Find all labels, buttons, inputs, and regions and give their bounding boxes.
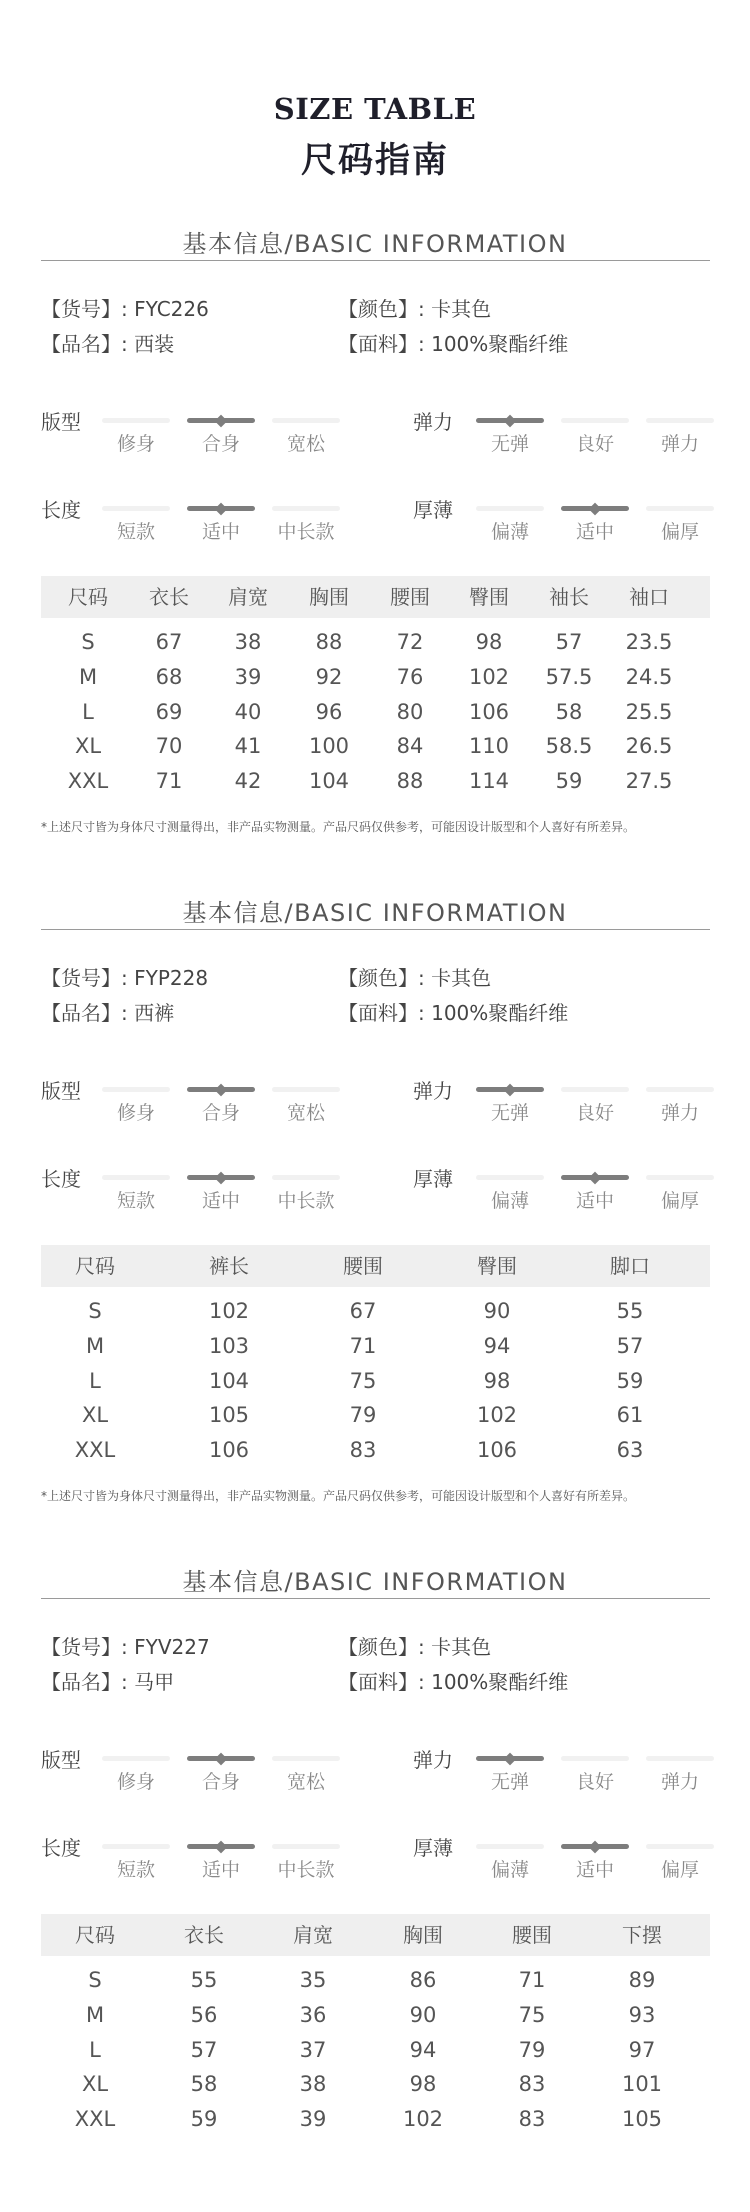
size-section bbox=[0, 224, 750, 874]
table-row bbox=[0, 1438, 750, 1468]
length-scale-option: 短款 bbox=[116, 1859, 155, 1881]
measure-cell: 58.5 bbox=[545, 734, 593, 758]
elasticity-scale-segment[interactable] bbox=[646, 1756, 714, 1761]
column-header: 尺码 bbox=[75, 1923, 115, 1947]
measure-cell: 98 bbox=[409, 2072, 437, 2096]
item-number: 【货号】: FYC226 bbox=[41, 297, 209, 321]
measure-cell: 88 bbox=[396, 769, 424, 793]
table-row bbox=[0, 1403, 750, 1433]
thickness-scale-label: 厚薄 bbox=[413, 1167, 453, 1191]
measure-cell: 26.5 bbox=[625, 734, 673, 758]
elasticity-scale-segment[interactable] bbox=[646, 418, 714, 423]
measure-cell: 56 bbox=[190, 2003, 218, 2027]
measure-cell: 114 bbox=[468, 769, 510, 793]
measure-cell: 102 bbox=[208, 1299, 250, 1323]
elasticity-scale-option: 良好 bbox=[575, 433, 614, 455]
measure-cell: 67 bbox=[349, 1299, 377, 1323]
measure-cell: 61 bbox=[616, 1403, 644, 1427]
measure-cell: 35 bbox=[299, 1968, 327, 1992]
column-header: 肩宽 bbox=[293, 1923, 333, 1947]
fit-scale-option: 宽松 bbox=[286, 1102, 325, 1124]
measure-cell: 55 bbox=[190, 1968, 218, 1992]
thickness-scale-label: 厚薄 bbox=[413, 1836, 453, 1860]
measure-cell: 83 bbox=[518, 2107, 546, 2131]
thickness-scale-segment[interactable] bbox=[476, 506, 544, 511]
measure-cell: 79 bbox=[349, 1403, 377, 1427]
measure-cell: 25.5 bbox=[625, 700, 673, 724]
column-header: 衣长 bbox=[149, 585, 189, 609]
measure-cell: 57 bbox=[555, 630, 583, 654]
table-row bbox=[0, 2107, 750, 2137]
measure-cell: 90 bbox=[483, 1299, 511, 1323]
measure-cell: 38 bbox=[234, 630, 262, 654]
measure-cell: 102 bbox=[468, 665, 510, 689]
column-header: 脚口 bbox=[610, 1254, 650, 1278]
table-row bbox=[0, 734, 750, 764]
measure-cell: 27.5 bbox=[625, 769, 673, 793]
column-header: 尺码 bbox=[75, 1254, 115, 1278]
disclaimer-note: *上述尺寸皆为身体尺寸测量得出，非产品实物测量。产品尺码仅供参考，可能因设计版型和个人喜好有所差异。 bbox=[41, 1489, 636, 1503]
length-scale-option: 中长款 bbox=[277, 1190, 335, 1212]
fabric-info: 【面料】: 100%聚酯纤维 bbox=[338, 332, 569, 356]
elasticity-scale-segment[interactable] bbox=[561, 1087, 629, 1092]
elasticity-scale bbox=[0, 1075, 750, 1125]
section-divider bbox=[41, 260, 710, 261]
measure-cell: 98 bbox=[475, 630, 503, 654]
column-header: 袖长 bbox=[549, 585, 589, 609]
measure-cell: 59 bbox=[190, 2107, 218, 2131]
column-header: 尺码 bbox=[68, 585, 108, 609]
size-table-header bbox=[41, 1245, 710, 1287]
elasticity-scale-segment[interactable] bbox=[561, 1756, 629, 1761]
measure-cell: 58 bbox=[555, 700, 583, 724]
thickness-scale-segment[interactable] bbox=[476, 1844, 544, 1849]
fit-scale-option: 修身 bbox=[116, 1102, 155, 1124]
table-row bbox=[0, 1369, 750, 1399]
column-header: 腰围 bbox=[343, 1254, 383, 1278]
measure-cell: 41 bbox=[234, 734, 262, 758]
elasticity-scale-label: 弹力 bbox=[413, 1079, 453, 1103]
size-cell: M bbox=[85, 2003, 105, 2027]
measure-cell: 71 bbox=[155, 769, 183, 793]
table-row bbox=[0, 665, 750, 695]
fit-scale-label: 版型 bbox=[41, 1748, 81, 1772]
length-scale-option: 适中 bbox=[201, 1859, 240, 1881]
column-header: 臀围 bbox=[469, 585, 509, 609]
measure-cell: 100 bbox=[308, 734, 350, 758]
measure-cell: 106 bbox=[468, 700, 510, 724]
measure-cell: 88 bbox=[315, 630, 343, 654]
measure-cell: 106 bbox=[476, 1438, 518, 1462]
elasticity-scale-option: 无弹 bbox=[490, 1102, 529, 1124]
elasticity-scale-label: 弹力 bbox=[413, 410, 453, 434]
color-info: 【颜色】: 卡其色 bbox=[338, 1635, 492, 1659]
fit-scale-option: 合身 bbox=[201, 1771, 240, 1793]
size-cell: XXL bbox=[74, 1438, 116, 1462]
table-row bbox=[0, 1968, 750, 1998]
measure-cell: 37 bbox=[299, 2038, 327, 2062]
column-header: 胸围 bbox=[309, 585, 349, 609]
measure-cell: 38 bbox=[299, 2072, 327, 2096]
section-heading: 基本信息/BASIC INFORMATION bbox=[182, 230, 568, 258]
column-header: 下摆 bbox=[622, 1923, 662, 1947]
column-header: 衣长 bbox=[184, 1923, 224, 1947]
measure-cell: 83 bbox=[349, 1438, 377, 1462]
elasticity-scale-segment[interactable] bbox=[476, 418, 544, 423]
measure-cell: 103 bbox=[208, 1334, 250, 1358]
page-title-cn: 尺码指南 bbox=[300, 140, 449, 181]
measure-cell: 39 bbox=[299, 2107, 327, 2131]
thickness-scale bbox=[0, 1163, 750, 1213]
table-row bbox=[0, 1334, 750, 1364]
measure-cell: 97 bbox=[628, 2038, 656, 2062]
fabric-info: 【面料】: 100%聚酯纤维 bbox=[338, 1001, 569, 1025]
thickness-scale-option: 偏厚 bbox=[660, 521, 699, 543]
measure-cell: 93 bbox=[628, 2003, 656, 2027]
elasticity-scale-option: 弹力 bbox=[660, 1771, 699, 1793]
measure-cell: 104 bbox=[208, 1369, 250, 1393]
elasticity-scale-option: 无弹 bbox=[490, 433, 529, 455]
length-scale-option: 适中 bbox=[201, 521, 240, 543]
measure-cell: 42 bbox=[234, 769, 262, 793]
size-cell: M bbox=[78, 665, 98, 689]
product-name: 【品名】: 西裤 bbox=[41, 1001, 175, 1025]
elasticity-scale-option: 无弹 bbox=[490, 1771, 529, 1793]
measure-cell: 23.5 bbox=[625, 630, 673, 654]
elasticity-scale bbox=[0, 406, 750, 456]
column-header: 腰围 bbox=[390, 585, 430, 609]
elasticity-scale-label: 弹力 bbox=[413, 1748, 453, 1772]
size-cell: S bbox=[81, 630, 95, 654]
measure-cell: 105 bbox=[208, 1403, 250, 1427]
fit-scale-option: 修身 bbox=[116, 1771, 155, 1793]
length-scale-option: 短款 bbox=[116, 521, 155, 543]
measure-cell: 24.5 bbox=[625, 665, 673, 689]
section-divider bbox=[41, 929, 710, 930]
thickness-scale-segment[interactable] bbox=[646, 1175, 714, 1180]
thickness-scale-option: 适中 bbox=[575, 521, 614, 543]
thickness-scale-segment[interactable] bbox=[561, 506, 629, 511]
item-number: 【货号】: FYV227 bbox=[41, 1635, 210, 1659]
measure-cell: 94 bbox=[409, 2038, 437, 2062]
elasticity-scale-segment[interactable] bbox=[561, 418, 629, 423]
size-table-header bbox=[41, 1914, 710, 1956]
product-name: 【品名】: 马甲 bbox=[41, 1670, 175, 1694]
measure-cell: 92 bbox=[315, 665, 343, 689]
thickness-scale-option: 偏厚 bbox=[660, 1190, 699, 1212]
measure-cell: 72 bbox=[396, 630, 424, 654]
measure-cell: 59 bbox=[555, 769, 583, 793]
column-header: 腰围 bbox=[512, 1923, 552, 1947]
measure-cell: 59 bbox=[616, 1369, 644, 1393]
measure-cell: 104 bbox=[308, 769, 350, 793]
measure-cell: 94 bbox=[483, 1334, 511, 1358]
product-name: 【品名】: 西装 bbox=[41, 332, 175, 356]
length-scale-option: 中长款 bbox=[277, 1859, 335, 1881]
measure-cell: 71 bbox=[518, 1968, 546, 1992]
measure-cell: 83 bbox=[518, 2072, 546, 2096]
measure-cell: 110 bbox=[468, 734, 510, 758]
fit-scale-option: 合身 bbox=[201, 433, 240, 455]
thickness-scale-segment[interactable] bbox=[646, 506, 714, 511]
elasticity-scale-segment[interactable] bbox=[476, 1087, 544, 1092]
thickness-scale bbox=[0, 494, 750, 544]
size-cell: XXL bbox=[67, 769, 109, 793]
elasticity-scale-segment[interactable] bbox=[646, 1087, 714, 1092]
fit-scale-option: 宽松 bbox=[286, 1771, 325, 1793]
measure-cell: 57 bbox=[190, 2038, 218, 2062]
size-cell: M bbox=[85, 1334, 105, 1358]
size-cell: L bbox=[89, 2038, 101, 2062]
size-cell: XL bbox=[81, 1403, 109, 1427]
table-row bbox=[0, 630, 750, 660]
length-scale-label: 长度 bbox=[41, 1167, 81, 1191]
disclaimer-note: *上述尺寸皆为身体尺寸测量得出，非产品实物测量。产品尺码仅供参考，可能因设计版型和个人喜好有所差异。 bbox=[41, 820, 636, 834]
fit-scale-option: 修身 bbox=[116, 433, 155, 455]
thickness-scale-label: 厚薄 bbox=[413, 498, 453, 522]
size-cell: L bbox=[89, 1369, 101, 1393]
fabric-info: 【面料】: 100%聚酯纤维 bbox=[338, 1670, 569, 1694]
thickness-scale-segment[interactable] bbox=[561, 1175, 629, 1180]
measure-cell: 90 bbox=[409, 2003, 437, 2027]
thickness-scale-segment[interactable] bbox=[646, 1844, 714, 1849]
thickness-scale-segment[interactable] bbox=[561, 1844, 629, 1849]
fit-scale-option: 宽松 bbox=[286, 433, 325, 455]
column-header: 肩宽 bbox=[228, 585, 268, 609]
measure-cell: 70 bbox=[155, 734, 183, 758]
section-heading: 基本信息/BASIC INFORMATION bbox=[182, 1568, 568, 1596]
color-info: 【颜色】: 卡其色 bbox=[338, 297, 492, 321]
thickness-scale bbox=[0, 1832, 750, 1882]
color-info: 【颜色】: 卡其色 bbox=[338, 966, 492, 990]
measure-cell: 55 bbox=[616, 1299, 644, 1323]
elasticity-scale-option: 弹力 bbox=[660, 433, 699, 455]
thickness-scale-option: 偏薄 bbox=[490, 1190, 529, 1212]
elasticity-scale-option: 弹力 bbox=[660, 1102, 699, 1124]
measure-cell: 40 bbox=[234, 700, 262, 724]
measure-cell: 71 bbox=[349, 1334, 377, 1358]
measure-cell: 101 bbox=[621, 2072, 663, 2096]
column-header: 袖口 bbox=[629, 585, 669, 609]
size-cell: S bbox=[88, 1968, 102, 1992]
thickness-scale-option: 适中 bbox=[575, 1859, 614, 1881]
size-table-header bbox=[41, 576, 710, 618]
measure-cell: 80 bbox=[396, 700, 424, 724]
measure-cell: 69 bbox=[155, 700, 183, 724]
measure-cell: 89 bbox=[628, 1968, 656, 1992]
measure-cell: 76 bbox=[396, 665, 424, 689]
size-cell: XL bbox=[81, 2072, 109, 2096]
table-row bbox=[0, 769, 750, 799]
measure-cell: 102 bbox=[476, 1403, 518, 1427]
table-row bbox=[0, 2038, 750, 2068]
table-row bbox=[0, 1299, 750, 1329]
measure-cell: 98 bbox=[483, 1369, 511, 1393]
measure-cell: 57.5 bbox=[545, 665, 593, 689]
length-scale-option: 中长款 bbox=[277, 521, 335, 543]
measure-cell: 39 bbox=[234, 665, 262, 689]
measure-cell: 79 bbox=[518, 2038, 546, 2062]
page-title-en: SIZE TABLE bbox=[273, 92, 477, 126]
measure-cell: 84 bbox=[396, 734, 424, 758]
measure-cell: 75 bbox=[349, 1369, 377, 1393]
size-cell: S bbox=[88, 1299, 102, 1323]
column-header: 裤长 bbox=[209, 1254, 249, 1278]
elasticity-scale bbox=[0, 1744, 750, 1794]
size-section bbox=[0, 893, 750, 1543]
section-heading: 基本信息/BASIC INFORMATION bbox=[182, 899, 568, 927]
size-section bbox=[0, 1562, 750, 2212]
table-row bbox=[0, 2003, 750, 2033]
length-scale-label: 长度 bbox=[41, 1836, 81, 1860]
section-divider bbox=[41, 1598, 710, 1599]
length-scale-label: 长度 bbox=[41, 498, 81, 522]
elasticity-scale-segment[interactable] bbox=[476, 1756, 544, 1761]
elasticity-scale-option: 良好 bbox=[575, 1771, 614, 1793]
thickness-scale-option: 偏薄 bbox=[490, 1859, 529, 1881]
size-cell: XL bbox=[74, 734, 102, 758]
measure-cell: 58 bbox=[190, 2072, 218, 2096]
measure-cell: 105 bbox=[621, 2107, 663, 2131]
column-header: 胸围 bbox=[403, 1923, 443, 1947]
thickness-scale-option: 适中 bbox=[575, 1190, 614, 1212]
measure-cell: 67 bbox=[155, 630, 183, 654]
measure-cell: 106 bbox=[208, 1438, 250, 1462]
measure-cell: 68 bbox=[155, 665, 183, 689]
elasticity-scale-option: 良好 bbox=[575, 1102, 614, 1124]
item-number: 【货号】: FYP228 bbox=[41, 966, 209, 990]
measure-cell: 57 bbox=[616, 1334, 644, 1358]
thickness-scale-option: 偏厚 bbox=[660, 1859, 699, 1881]
thickness-scale-segment[interactable] bbox=[476, 1175, 544, 1180]
measure-cell: 102 bbox=[402, 2107, 444, 2131]
measure-cell: 36 bbox=[299, 2003, 327, 2027]
measure-cell: 63 bbox=[616, 1438, 644, 1462]
fit-scale-option: 合身 bbox=[201, 1102, 240, 1124]
measure-cell: 75 bbox=[518, 2003, 546, 2027]
length-scale-option: 适中 bbox=[201, 1190, 240, 1212]
size-cell: L bbox=[82, 700, 94, 724]
column-header: 臀围 bbox=[477, 1254, 517, 1278]
measure-cell: 96 bbox=[315, 700, 343, 724]
thickness-scale-option: 偏薄 bbox=[490, 521, 529, 543]
measure-cell: 86 bbox=[409, 1968, 437, 1992]
table-row bbox=[0, 700, 750, 730]
table-row bbox=[0, 2072, 750, 2102]
size-cell: XXL bbox=[74, 2107, 116, 2131]
fit-scale-label: 版型 bbox=[41, 410, 81, 434]
fit-scale-label: 版型 bbox=[41, 1079, 81, 1103]
length-scale-option: 短款 bbox=[116, 1190, 155, 1212]
